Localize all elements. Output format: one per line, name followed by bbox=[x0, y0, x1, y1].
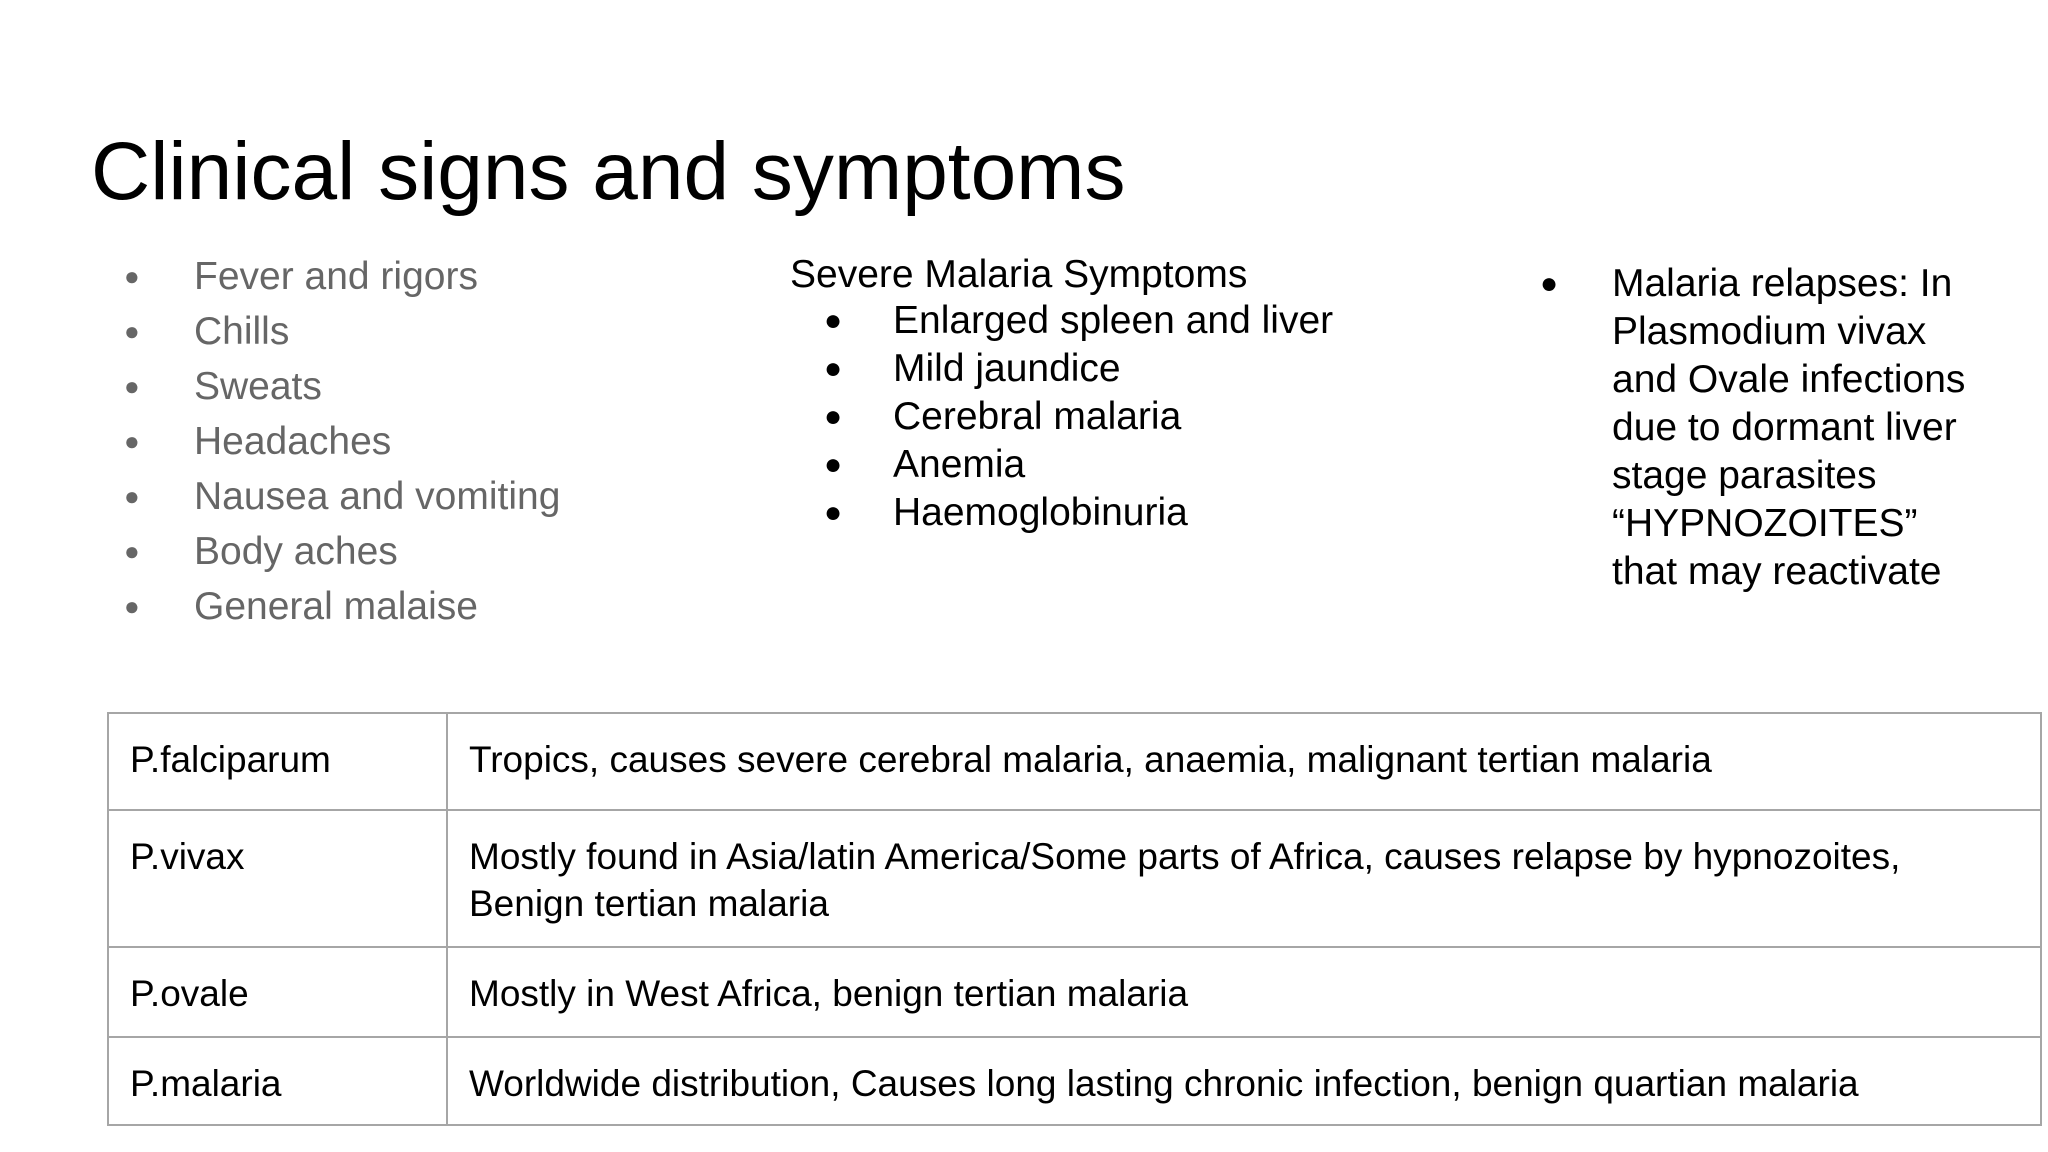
list-item: ● Haemoglobinuria bbox=[824, 491, 1188, 534]
table-row bbox=[108, 1037, 2041, 1125]
severe-symptoms-list bbox=[790, 252, 1333, 538]
list-item: ● General malaise bbox=[124, 585, 478, 628]
list-item: ● Fever and rigors bbox=[124, 255, 478, 298]
list-item: ● Nausea and vomiting bbox=[124, 475, 561, 518]
species-cell: P.malaria bbox=[108, 1037, 447, 1125]
list-item: ● Enlarged spleen and liver bbox=[824, 299, 1334, 342]
list-item: ● Cerebral malaria bbox=[824, 395, 1182, 438]
bullet-icon: ● bbox=[124, 481, 140, 511]
species-cell: P.ovale bbox=[108, 947, 447, 1037]
severe-symptoms-heading: Severe Malaria Symptoms bbox=[790, 253, 1248, 296]
description-cell: Tropics, causes severe cerebral malaria, anaemia, malignant tertian malaria bbox=[447, 713, 2041, 810]
description-cell: Worldwide distribution, Causes long lasting chronic infection, benign quartian malaria bbox=[447, 1037, 2041, 1125]
bullet-icon: ● bbox=[124, 371, 140, 401]
bullet-icon: ● bbox=[124, 426, 140, 456]
general-symptoms-list bbox=[124, 254, 560, 639]
list-item bbox=[1540, 260, 2010, 596]
species-table bbox=[107, 712, 2042, 1126]
species-cell: P.vivax bbox=[108, 810, 447, 947]
description-cell: Mostly found in Asia/latin America/Some parts of Africa, causes relapse by hypnozoites, Benign tertian malaria bbox=[447, 810, 2041, 947]
bullet-icon: ● bbox=[824, 496, 843, 529]
relapse-note-line: Malaria relapses: In bbox=[1612, 262, 1953, 305]
relapse-note-line: Plasmodium vivax bbox=[1612, 310, 1927, 353]
relapse-note-line: due to dormant liver bbox=[1612, 406, 1957, 449]
table-row bbox=[108, 713, 2041, 810]
relapse-note-line: and Ovale infections bbox=[1612, 358, 1966, 401]
bullet-icon: ● bbox=[824, 448, 843, 481]
list-item: ● Headaches bbox=[124, 420, 392, 463]
bullet-icon: ● bbox=[1540, 267, 1559, 300]
bullet-icon: ● bbox=[124, 536, 140, 566]
relapse-note bbox=[1540, 260, 2010, 596]
slide-title: Clinical signs and symptoms bbox=[91, 126, 1126, 217]
bullet-icon: ● bbox=[124, 316, 140, 346]
bullet-icon: ● bbox=[824, 304, 843, 337]
list-item: ● Chills bbox=[124, 310, 290, 353]
species-cell: P.falciparum bbox=[108, 713, 447, 810]
relapse-note-line: “HYPNOZOITES” bbox=[1612, 502, 1918, 545]
bullet-icon: ● bbox=[824, 400, 843, 433]
description-cell: Mostly in West Africa, benign tertian malaria bbox=[447, 947, 2041, 1037]
bullet-icon: ● bbox=[124, 261, 140, 291]
list-item: ● Body aches bbox=[124, 530, 398, 573]
bullet-icon: ● bbox=[824, 352, 843, 385]
table-row bbox=[108, 810, 2041, 947]
table-row bbox=[108, 947, 2041, 1037]
list-item: ● Mild jaundice bbox=[824, 347, 1121, 390]
relapse-note-line: stage parasites bbox=[1612, 454, 1877, 497]
relapse-note-line: that may reactivate bbox=[1612, 550, 1942, 593]
list-item: ● Anemia bbox=[824, 443, 1026, 486]
list-item: ● Sweats bbox=[124, 365, 322, 408]
bullet-icon: ● bbox=[124, 591, 140, 621]
